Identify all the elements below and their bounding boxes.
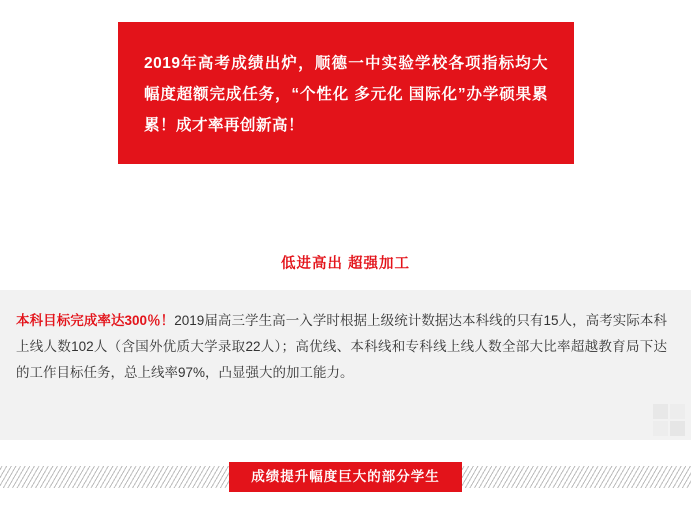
hatch-pattern-left	[0, 466, 229, 488]
paragraph-body: 2019届高三学生高一入学时根据上级统计数据达本科线的只有15人，高考实际本科上线人数102人（含国外优质大学录取22人）；高优线、本科线和专科线上线人数全部大比率超越教育局下达的工作目标任务，总上线率97%，凸显强大的加工能力。	[16, 313, 667, 380]
hatch-pattern-right	[462, 466, 691, 488]
headline-banner	[118, 22, 574, 164]
bottom-caption-label: 成绩提升幅度巨大的部分学生	[229, 462, 462, 492]
paragraph-lead: 本科目标完成率达300％！	[16, 313, 175, 328]
paragraph-text	[16, 308, 667, 386]
section-subheading: 低进高出 超强加工	[280, 256, 411, 272]
headline-text: 2019年高考成绩出炉，顺德一中实验学校各项指标均大幅度超额完成任务，“个性化 多元化 国际化”办学硕果累累！成才率再创新高！	[144, 55, 548, 134]
paragraph-block	[0, 290, 691, 440]
bottom-caption-bar	[0, 462, 691, 492]
corner-decoration	[651, 402, 685, 436]
